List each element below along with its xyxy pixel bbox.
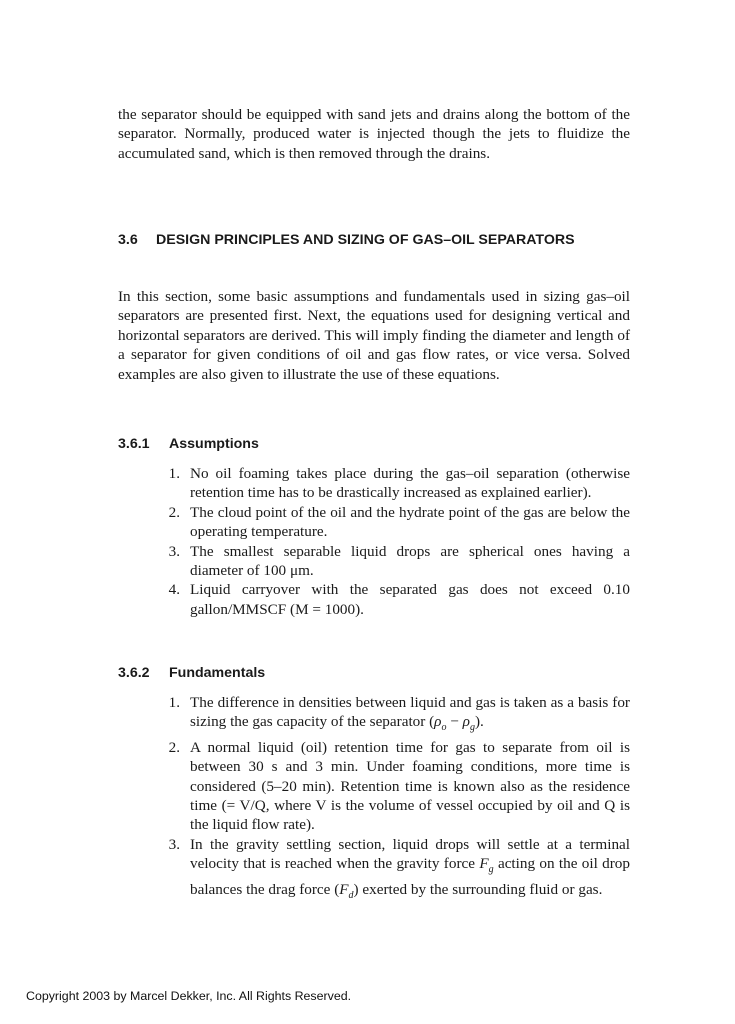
item-text-b: ). (474, 713, 484, 731)
item-text-a: The difference in densities between liquid and gas is taken as a basis for sizing the gas capacity of the separator ( (190, 694, 630, 731)
subsection-number: 3.6.2 (118, 665, 150, 681)
item-text-a: In the gravity settling section, liquid drops will settle at a terminal velocity that is reached when the gravity force (190, 835, 630, 873)
copyright-notice: Copyright 2003 by Marcel Dekker, Inc. All Rights Reserved. (26, 989, 352, 1003)
gravity-force-symbol: $F_g$ (479, 855, 494, 876)
list-item (118, 835, 630, 905)
item-text-b: acting on the oil drop balances the drag force ( (190, 855, 630, 898)
item-number: 1. (168, 694, 180, 711)
list-item (118, 542, 630, 581)
list-item (118, 503, 630, 542)
density-difference-formula: $\rho_o - \rho_g$ (434, 713, 475, 734)
intro-paragraph: the separator should be equipped with sand jets and drains along the bottom of the separator. Normally, produced water is injected though the jets to fluidize the accumulated sand, which is then removed through the drains. (118, 106, 630, 162)
subsection-title: Fundamentals (169, 665, 266, 681)
subsection-number: 3.6.1 (118, 436, 150, 452)
section-heading (118, 230, 630, 250)
item-number: 1. (168, 465, 180, 482)
fundamentals-list (118, 693, 630, 905)
list-item (118, 580, 630, 619)
subsection-heading-fundamentals (118, 663, 630, 683)
item-number: 2. (168, 503, 180, 521)
list-item (118, 738, 630, 835)
item-text-c: ) exerted by the surrounding fluid or gas. (353, 880, 603, 898)
item-number: 3. (168, 542, 180, 560)
item-number: 4. (168, 581, 180, 599)
section-number: 3.6 (118, 232, 138, 248)
subsection-heading-assumptions (118, 434, 630, 454)
item-text: A normal liquid (oil) retention time for gas to separate from oil is between 30 s and 3 min. Under foaming conditions, more time is considered (5–20 min). Retention time is known also as the residence time (= V/Q, where V is the volume of vessel occupied by oil and Q is the liquid flow rate). (190, 738, 630, 834)
drag-force-symbol: $F_d$ (339, 880, 354, 901)
item-text: No oil foaming takes place during the gas–oil separation (otherwise retention time has to be drastically increased as explained earlier). (190, 465, 630, 502)
item-text: The smallest separable liquid drops are spherical ones having a diameter of 100 μm. (190, 542, 630, 580)
list-item (118, 693, 630, 738)
item-number: 3. (168, 835, 180, 853)
subsection-title: Assumptions (169, 436, 259, 452)
item-number: 2. (168, 738, 180, 756)
section-paragraph: In this section, some basic assumptions and fundamentals used in sizing gas–oil separators are presented first. Next, the equations used for designing vertical and horizontal separators are derived. This will imply finding the diameter and length of a separator for given conditions of oil and gas flow rates, or vice versa. Solved examples are also given to illustrate the use of these equations. (118, 288, 630, 383)
item-text: The cloud point of the oil and the hydrate point of the gas are below the operating temperature. (190, 503, 630, 541)
list-item (118, 464, 630, 503)
assumptions-list (118, 464, 630, 619)
item-text: Liquid carryover with the separated gas does not exceed 0.10 gallon/MMSCF (M = 1000). (190, 581, 630, 618)
section-title: DESIGN PRINCIPLES AND SIZING OF GAS–OIL SEPARATORS (156, 232, 575, 248)
